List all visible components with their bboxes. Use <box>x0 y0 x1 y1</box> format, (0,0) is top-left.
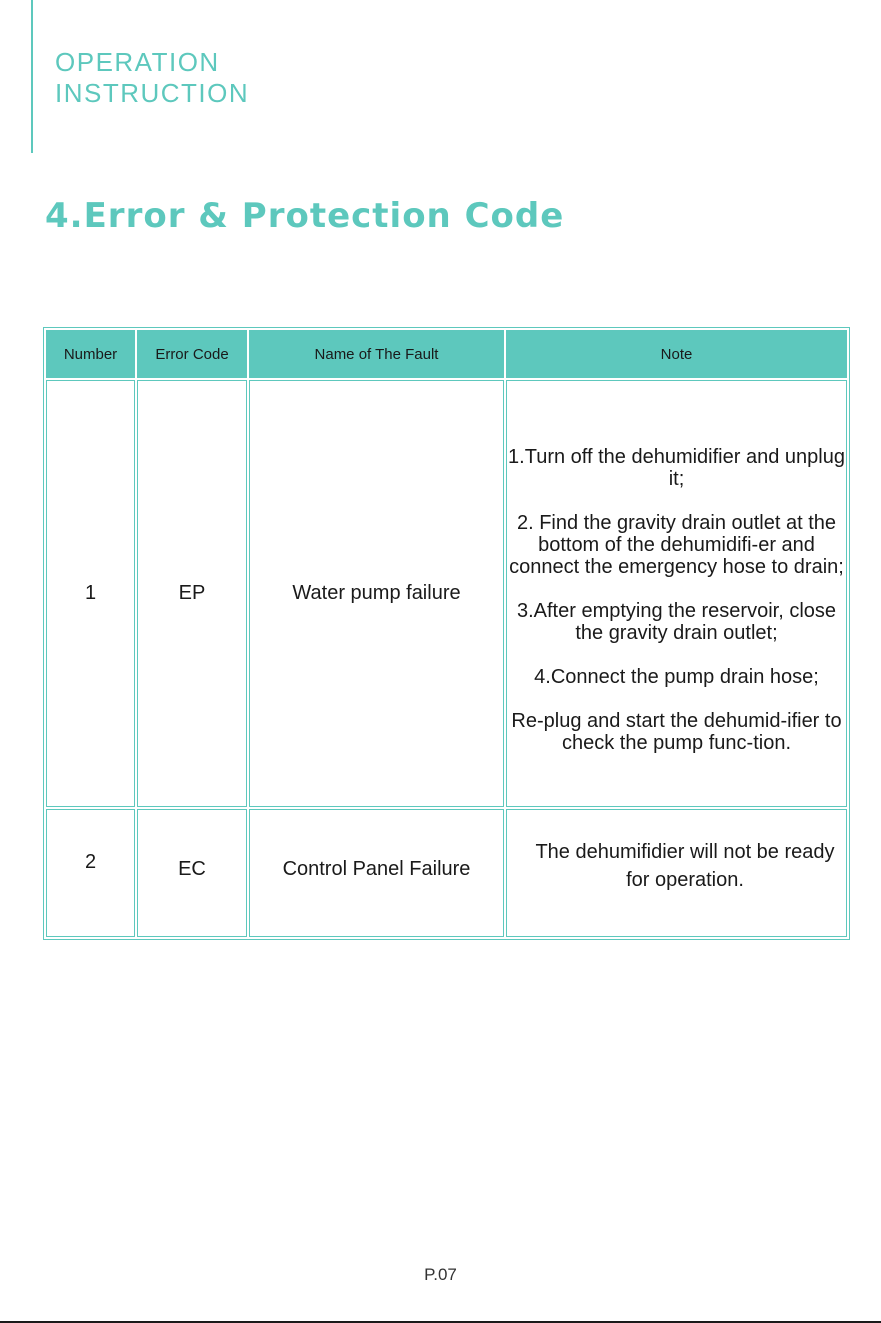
table-row <box>46 809 847 937</box>
column-header-fault-name: Name of The Fault <box>249 330 504 378</box>
cell-fault-name: Control Panel Failure <box>249 809 504 937</box>
section-label-line-1: OPERATION <box>55 47 220 77</box>
header-side-rule <box>31 0 33 153</box>
error-code-table <box>43 327 850 940</box>
note-step: 4.Connect the pump drain hose; <box>534 665 819 688</box>
cell-note <box>506 380 847 807</box>
page-number: P.07 <box>424 1265 457 1284</box>
note-step: 3.After emptying the reservoir, close the gravity drain outlet; <box>516 599 837 644</box>
cell-note <box>506 809 847 937</box>
cell-error-code: EC <box>137 809 247 937</box>
cell-fault-name: Water pump failure <box>249 380 504 807</box>
note-step: 2. Find the gravity drain outlet at the bottom of the dehumidifi-er and connect the emergency hose to drain; <box>509 511 844 578</box>
cell-number: 1 <box>46 380 135 807</box>
page-title: 4.Error & Protection Code <box>45 196 565 236</box>
cell-number: 2 <box>46 809 135 937</box>
section-label <box>55 47 249 109</box>
column-header-number: Number <box>46 330 135 378</box>
cell-error-code: EP <box>137 380 247 807</box>
note-step: 1.Turn off the dehumidifier and unplug it; <box>508 445 845 490</box>
column-header-note: Note <box>506 330 847 378</box>
column-header-error-code: Error Code <box>137 330 247 378</box>
table-header-row <box>46 330 847 378</box>
section-label-line-2: INSTRUCTION <box>55 78 250 108</box>
table-row <box>46 380 847 807</box>
note-step: Re-plug and start the dehumid-ifier to check the pump func-tion. <box>511 709 842 754</box>
note-text: The dehumifidier will not be ready for operation. <box>535 841 835 891</box>
